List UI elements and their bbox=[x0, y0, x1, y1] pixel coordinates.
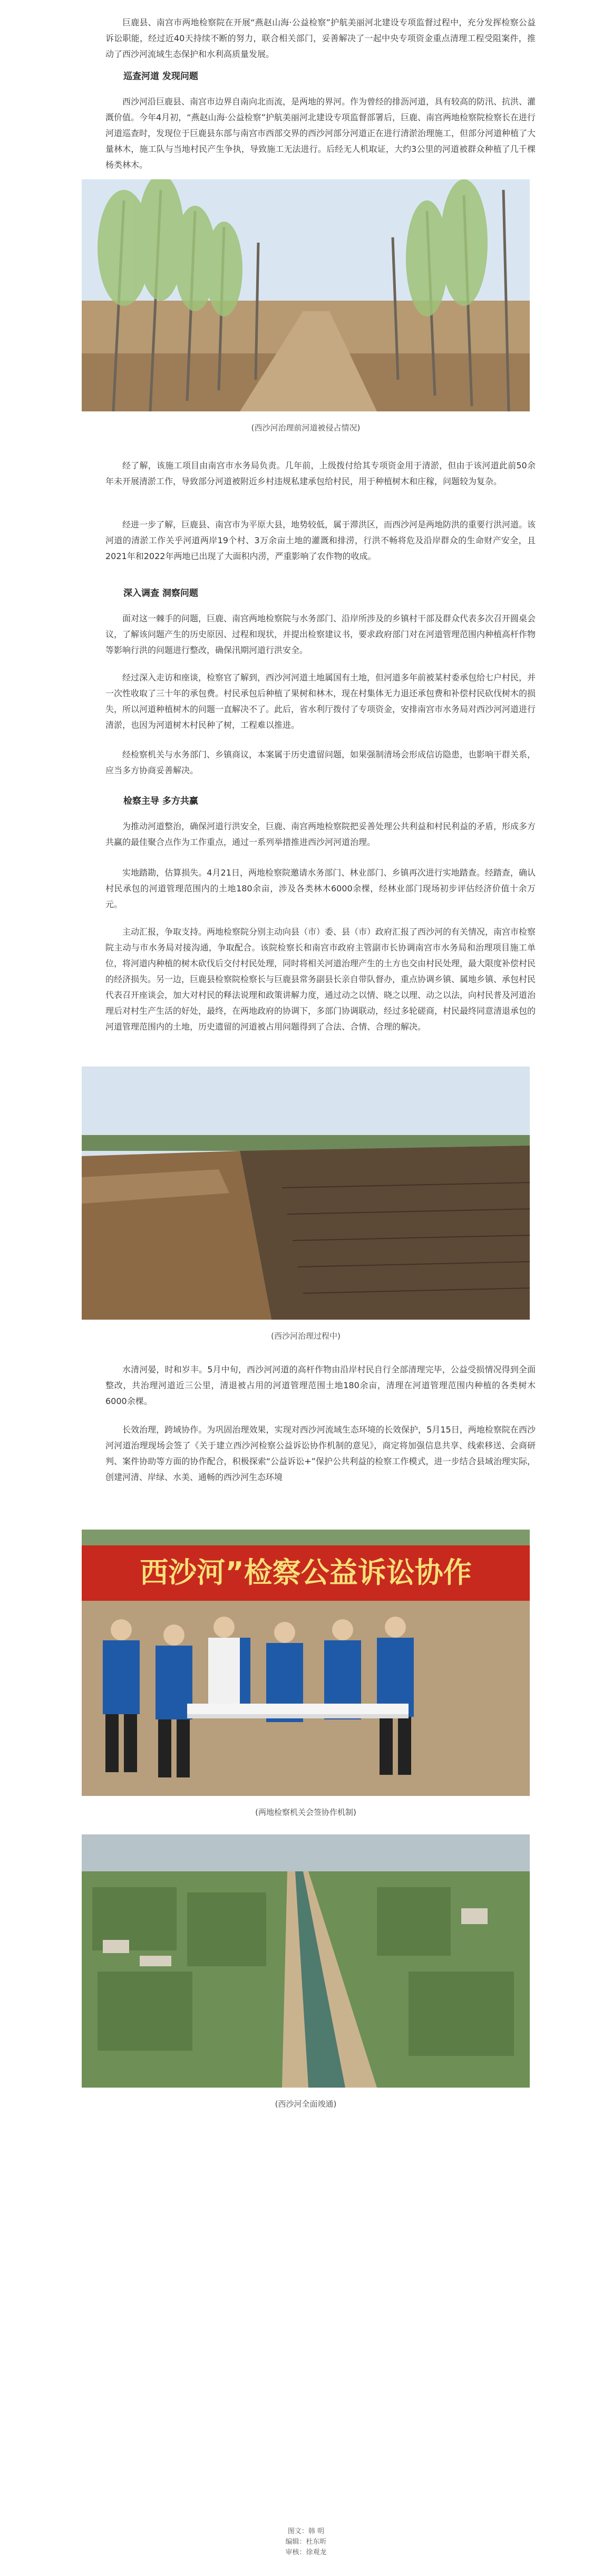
paragraph-10: 主动汇报，争取支持。两地检察院分别主动向县（市）委、县（市）政府汇报了西沙河的有关情况，南宫市检察院主动与市水务局对接沟通，争取配合。该院检察长和南宫市政府主管副市长协调南宫市水务局和治理项目施工单位，将河道内种植的树木砍伐后交付村民处理，同时将相关河道治理产生的土方也交由村民处理，最大限度补偿村民的经济损失。另一边，巨鹿县检察院检察长与巨鹿县常务副县长亲自带队督办，重点协调乡镇、属地乡镇、承包村民代表召开座谈会，加大对村民的释法说理和政策讲解力度，通过动之以情、晓之以理、动之以法，向村民普及河道治理后对村生产生活的好处，最终，在两地政府的协调下，多部门协调联动，经过多轮磋商，村民最终同意清退承包的河道管理范围内的土地，历史遗留的河道被占用问题得到了合法、合情、合理的解决。 bbox=[105, 927, 536, 1032]
intro-paragraph: 巨鹿县、南宫市两地检察院在开展“燕赵山海·公益检察”护航美丽河北建设专项监督过程中，充分发挥检察公益诉讼职能，经过近40天持续不断的努力，联合相关部门，妥善解决了一起中央专项资金重点清理工程受阻案件，推动了西沙河流域生态保护和水利高质量发展。 bbox=[105, 17, 536, 59]
photo-river-completed bbox=[82, 1834, 530, 2088]
section-heading-2: 深入调查 洞察问题 bbox=[123, 588, 198, 599]
banner-text: 西沙河”检察公益诉讼协作 bbox=[140, 1556, 472, 1589]
section-heading-1: 巡查河道 发现问题 bbox=[123, 71, 198, 82]
photo-caption-4: (西沙河全面竣通) bbox=[275, 2099, 337, 2109]
paragraph-12: 长效治理，跨域协作。为巩固治理效果，实现对西沙河流域生态环境的长效保护，5月15日，两地检察院在西沙河河道治理现场会签了《关于建立西沙河检察公益诉讼协作机制的意见》，商定将加强信息共享、线索移送、会商研判、案件协助等方面的协作配合，积极探索“公益诉讼+”保护公共利益的检察工作模式，进一步结合县域治理实际，创建河清、岸绿、水美、通畅的西沙河生态环境 bbox=[105, 1425, 536, 1482]
photo-caption-1: (西沙河治理前河道被侵占情况) bbox=[251, 423, 361, 432]
photo-during-treatment bbox=[82, 1066, 530, 1320]
photo-signing-ceremony bbox=[82, 1530, 530, 1796]
paragraph-11: 水清河晏，时和岁丰。5月中旬，西沙河河道的高杆作物由沿岸村民自行全部清理完毕，公益受损情况得到全面整改，共治理河道近三公里，清退被占用的河道管理范围土地180余亩，清理在河道管理范围内种植的各类树木6000余棵。 bbox=[105, 1364, 536, 1406]
credit-editor: 编辑：杜东昕 bbox=[285, 2538, 327, 2546]
paragraph-9: 实地踏勘，估算损失。4月21日，两地检察院邀请水务部门、林业部门、乡镇再次进行实地踏查。经踏查，确认村民承包的河道管理范围内的土地180余亩，涉及各类林木6000余棵，经林业部门现场初步评估经济价值十余万元。 bbox=[105, 868, 536, 909]
paragraph-2: 西沙河沿巨鹿县、南宫市边界自南向北而流，是两地的界河。作为曾经的排沥河道，具有较高的防汛、抗洪、灌溉价值。今年4月初，“燕赵山海·公益检察”护航美丽河北建设专项监督部署后，巨鹿、南宫两地检察院检察长在进行河道巡查时，发现位于巨鹿县东部与南宫市西部交界的西沙河部分河道正在进行清淤治理施工，但部分河道种植了大量林木，施工队与当地村民产生争执，导致施工无法进行。后经无人机取证，大约3公里的河道被群众种植了几千棵杨类林木。 bbox=[105, 97, 536, 170]
section-heading-3: 检察主导 多方共赢 bbox=[123, 796, 198, 806]
paragraph-3: 经了解，该施工项目由南宫市水务局负责。几年前，上级拨付给其专项资金用于清淤，但由于该河道此前50余年未开展清淤工作，导致部分河道被附近乡村违规私建承包给村民，用于种植树木和庄稼，问题较为复杂。 bbox=[105, 460, 536, 486]
paragraph-5: 面对这一棘手的问题，巨鹿、南宫两地检察院与水务部门、沿岸所涉及的乡镇村干部及群众代表多次召开圆桌会议，了解该问题产生的历史原因、过程和现状，并提出检察建议书，要求政府部门对在河道管理范围内种植高杆作物等影响行洪的问题进行整改，确保汛期河道行洪安全。 bbox=[105, 613, 536, 655]
credit-author: 图文：韩 明 bbox=[287, 2527, 325, 2535]
paragraph-8: 为推动河道整治，确保河道行洪安全，巨鹿、南宫两地检察院把妥善处理公共利益和村民利益的矛盾，形成多方共赢的最佳聚合点作为工作重点，通过一系列举措推进西沙河河道治理。 bbox=[105, 821, 536, 847]
paragraph-6: 经过深入走访和座谈，检察官了解到，西沙河河道土地属国有土地，但河道多年前被某村委承包给七户村民，并一次性收取了三十年的承包费。村民承包后种植了果树和林木，现在村集体无力退还承包费和补偿村民砍伐树木的损失，所以河道种植树木的问题一直解决不了。此后，省水利厅拨付了专项资金，安排南宫市水务局对西沙河河道进行清淤，也因为河道树木村民种了树，工程难以推进。 bbox=[105, 672, 536, 730]
paragraph-7: 经检察机关与水务部门、乡镇商议，本案属于历史遗留问题，如果强制清场会形成信访隐患，也影响干群关系，应当多方协商妥善解决。 bbox=[105, 749, 536, 775]
credit-reviewer: 审核：徐观龙 bbox=[285, 2549, 327, 2556]
photo-caption-2: (西沙河治理过程中) bbox=[271, 1331, 341, 1341]
photo-before-treatment bbox=[82, 179, 530, 411]
article-credits bbox=[0, 2526, 612, 2558]
photo-caption-3: (两地检察机关会签协作机制) bbox=[255, 1808, 356, 1817]
paragraph-4: 经进一步了解，巨鹿县、南宫市为平原大县，地势较低，属于滞洪区，而西沙河是两地防洪的重要行洪河道。该河道的清淤工作关乎河道两岸19个村、3万余亩土地的灌溉和排涝，行洪不畅将危及沿岸群众的生命财产安全，且2021年和2022年两地已出现了大面积内涝，严重影响了农作物的收成。 bbox=[105, 520, 536, 561]
